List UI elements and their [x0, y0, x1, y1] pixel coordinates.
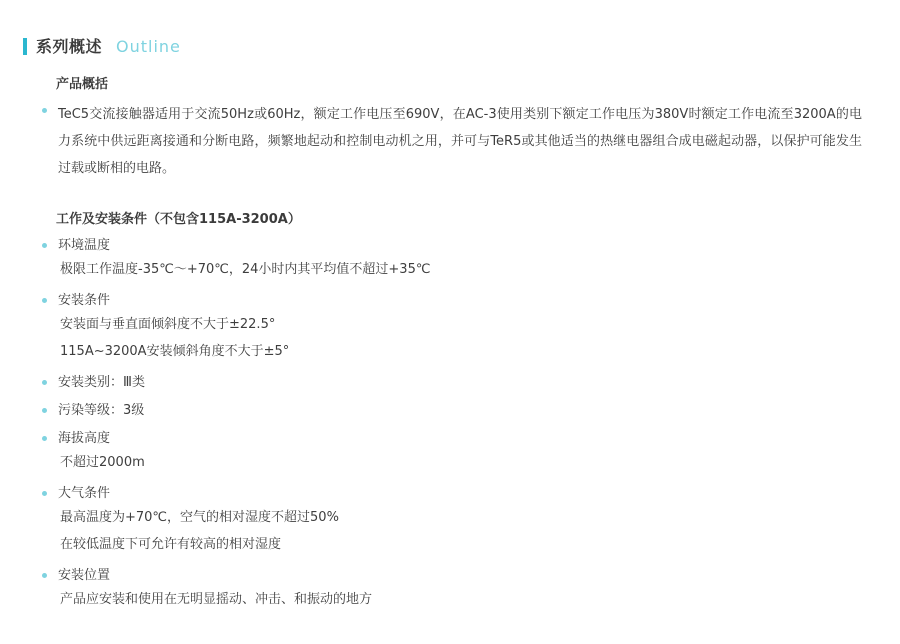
- list-item-detail: 不超过2000m: [60, 455, 145, 470]
- block-product-overview: [36, 73, 882, 182]
- section-header: [18, 0, 882, 57]
- block-operating-conditions: [36, 208, 882, 613]
- list-item-title: 环境温度: [58, 238, 111, 253]
- list-item: [36, 373, 882, 393]
- list-item-detail: 产品应安装和使用在无明显摇动、冲击、和振动的地方: [60, 592, 373, 607]
- list-item: [36, 401, 882, 421]
- list-item: [36, 291, 882, 365]
- list-item-detail: 在较低温度下可允许有较高的相对湿度: [60, 537, 282, 552]
- list-item: [36, 236, 882, 283]
- list-item: [36, 566, 882, 613]
- accent-bar-icon: [23, 38, 27, 55]
- sub-heading: 产品概括: [56, 77, 109, 92]
- list-item-detail: 最高温度为+70℃，空气的相对湿度不超过50%: [60, 510, 339, 525]
- list-item-detail: 安装面与垂直面倾斜度不大于±22.5°: [60, 317, 276, 332]
- sub-heading: 工作及安装条件（不包含115A-3200A）: [56, 212, 301, 227]
- list-item: [36, 484, 882, 558]
- bullet-list: [36, 236, 882, 613]
- list-item-detail: 115A~3200A安装倾斜角度不大于±5°: [60, 344, 290, 359]
- list-item-title: 海拔高度: [58, 431, 111, 446]
- bullet-list: [36, 101, 882, 182]
- section-title-cn: 系列概述: [36, 37, 103, 56]
- list-item-title: 大气条件: [58, 486, 111, 501]
- paragraph-text: TeC5交流接触器适用于交流50Hz或60Hz，额定工作电压至690V，在AC-3使用类别下额定工作电压为380V时额定工作电流至3200A的电力系统中供远距离接通和分断电路，频繁地起动和控制电动机之用，并可与TeR5或其他适当的热继电器组合成电磁起动器，以保护可能发生过载或断相的电路。: [58, 107, 862, 176]
- list-item: [36, 429, 882, 476]
- section-title-en: Outline: [116, 37, 181, 56]
- list-item-title: 安装位置: [58, 568, 111, 583]
- list-item: [36, 101, 882, 182]
- section-content: [18, 57, 882, 613]
- list-item-title: 污染等级：3级: [58, 403, 145, 418]
- list-item-title: 安装条件: [58, 293, 111, 308]
- list-item-detail: 极限工作温度-35℃～+70℃，24小时内其平均值不超过+35℃: [60, 262, 431, 277]
- list-item-title: 安装类别：Ⅲ类: [58, 375, 145, 390]
